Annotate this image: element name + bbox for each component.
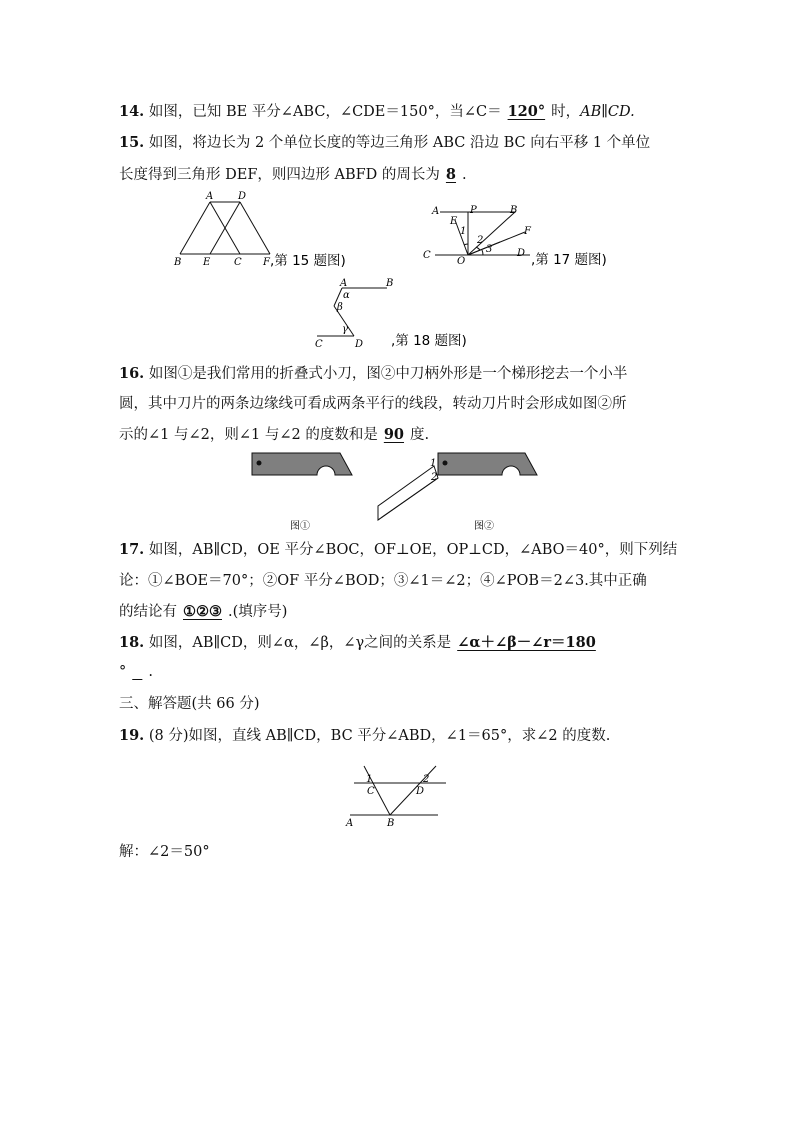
solution-text: 解：∠2＝50° [119,844,210,860]
question-15-line2 [119,165,467,185]
question-text: 度. [410,427,430,443]
fig-label: 1 [460,226,467,237]
question-number: 16. [119,365,145,382]
question-17-line3 [119,602,287,622]
figure-caption: ,第 18 题图) [391,333,467,349]
fig-label: C [234,257,242,268]
fig-label: A [206,191,214,202]
answer-blank[interactable]: ①②③ [183,603,222,620]
rivet-dot [443,461,448,466]
fig-label: E [203,257,211,268]
solution [119,842,210,862]
question-number: 19. [119,727,145,744]
fig-label: C [315,339,323,350]
question-text: 如图，将边长为 2 个单位长度的等边三角形 ABC 沿边 BC 向右平移 1 个单位 [148,135,651,151]
question-18-line2 [119,662,153,682]
fig-label: P [470,205,477,216]
question-17-line2 [119,571,647,591]
knife-handle-1 [252,453,352,475]
figure-caption: 图① [290,521,310,532]
fig-label: B [510,205,518,216]
question-19 [119,726,610,746]
fig-label: D [238,191,247,202]
question-text: AB∥CD. [580,104,635,120]
fig-label: F [263,257,270,268]
question-number: 18. [119,634,145,651]
figure-17 [420,200,630,275]
fig-label: 1 [366,774,373,785]
figure-16 [240,448,560,536]
question-16 [119,364,627,384]
fig-label: A [346,818,354,829]
question-text: 的结论有 [119,604,177,620]
question-text: 如图，已知 BE 平分∠ABC，∠CDE＝150°，当∠C＝ [148,104,502,120]
fig-label: F [524,226,531,237]
fig-label: 3 [486,244,493,255]
question-number: 17. [119,541,145,558]
section-title: 三、解答题(共 66 分) [119,696,260,712]
answer-blank[interactable] [126,663,148,680]
question-16-line3 [119,425,429,445]
question-text: 时， [551,104,581,120]
fig-label: A [340,278,348,289]
fig-label: D [355,339,364,350]
fig-label: A [432,206,440,217]
question-17 [119,540,677,560]
fig-label: γ [342,324,348,335]
fig-label: B [387,818,395,829]
fig-label: C [423,250,431,261]
fig-label: D [517,248,526,259]
knife-blade [378,466,438,520]
question-text: . [148,664,153,680]
figure-15 [170,188,370,273]
question-text: 示的∠1 与∠2，则∠1 与∠2 的度数和是 [119,427,378,443]
question-text: .(填序号) [228,604,288,620]
question-text: 如图，AB∥CD，则∠α，∠β，∠γ之间的关系是 [148,635,452,651]
question-text: 论：①∠BOE＝70°；②OF 平分∠BOD；③∠1＝∠2；④∠POB＝2∠3.其中正确 [119,573,647,589]
figure-caption: ,第 15 题图) [270,253,346,269]
fig-label: α [343,290,350,301]
fig-label: D [416,786,425,797]
question-14 [119,102,635,122]
section-heading [119,694,259,714]
answer-blank[interactable]: 8 [445,166,457,183]
fig-label: C [367,786,375,797]
answer-blank[interactable]: 90 [383,426,405,443]
answer-blank[interactable]: ∠α＋∠β－∠r＝180 [457,634,596,651]
answer-continuation: ° [119,664,127,680]
question-15 [119,133,650,153]
question-18 [119,633,602,653]
question-number: 15. [119,134,145,151]
question-number: 14. [119,103,145,120]
question-text: 圆，其中刀片的两条边缘线可看成两条平行的线段，转动刀片时会形成如图②所 [119,396,627,412]
fig-label: B [386,278,394,289]
answer-blank[interactable]: 120° [507,103,546,120]
fig-label: 2 [423,774,430,785]
question-text: 如图，AB∥CD，OE 平分∠BOC，OF⊥OE，OP⊥CD，∠ABO＝40°，则下列结 [148,542,678,558]
question-16-line2 [119,394,627,414]
fig-label: O [457,256,466,267]
figure-caption: 图② [474,521,494,532]
question-text: (8 分)如图，直线 AB∥CD，BC 平分∠ABD，∠1＝65°，求∠2 的度数. [148,728,611,744]
rivet-dot [257,461,262,466]
fig-label: β [337,302,343,313]
figure-caption: ,第 17 题图) [531,252,607,268]
fig-label: 2 [477,235,484,246]
question-text: 如图①是我们常用的折叠式小刀，图②中刀柄外形是一个梯形挖去一个小半 [148,366,628,382]
fig-label: E [450,216,458,227]
fig-label: B [174,257,182,268]
knife-handle-2 [438,453,537,475]
fig-label: 2 [431,472,438,483]
figure-18 [312,276,502,351]
figure-19 [340,758,460,830]
question-text: 长度得到三角形 DEF，则四边形 ABFD 的周长为 [119,167,440,183]
fig-label: 1 [430,458,437,469]
question-text: . [462,167,467,183]
